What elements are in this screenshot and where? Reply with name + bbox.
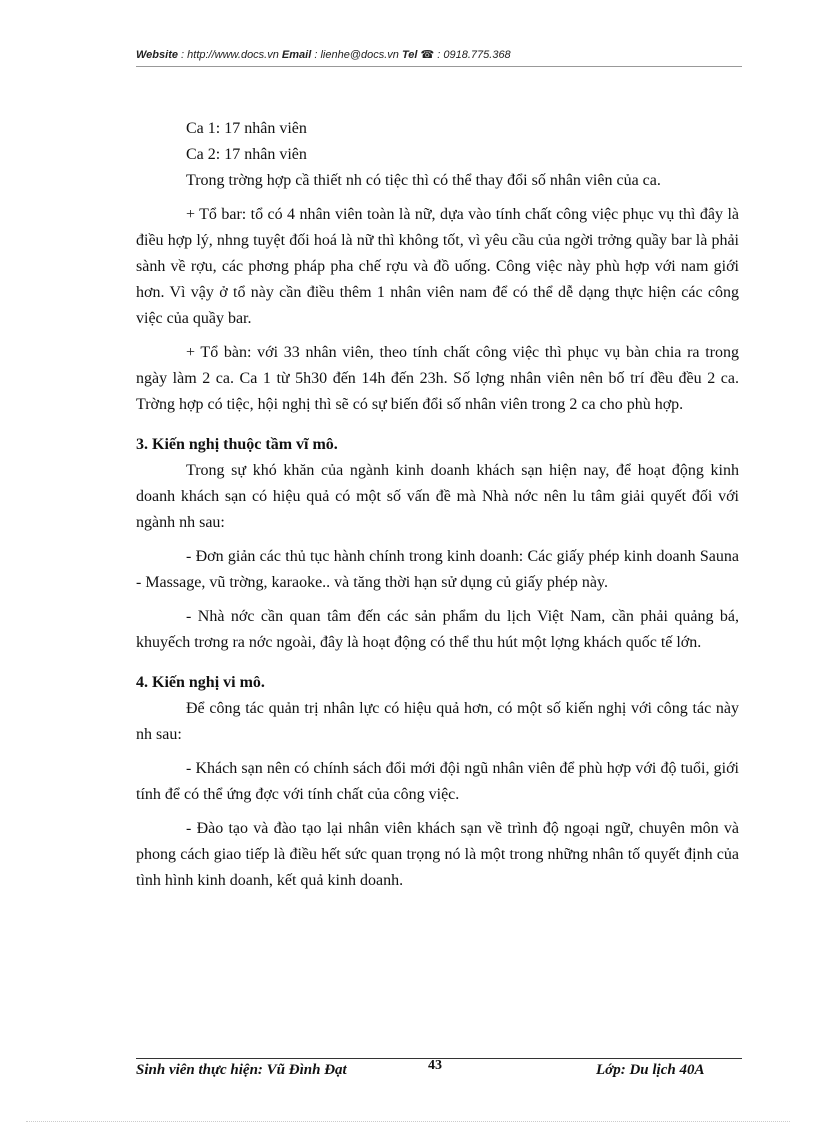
email-value: : lienhe@docs.vn [311, 49, 402, 61]
page-number: 43 [428, 1058, 442, 1073]
page-bottom-border [26, 1121, 790, 1122]
website-label: Website [136, 49, 178, 61]
document-body [136, 116, 739, 894]
header-divider [136, 66, 742, 67]
section-3-intro: Trong sự khó khăn của ngành kinh doanh khách sạn hiện nay, để hoạt động kinh doanh khách sạn có hiệu quả có một số vấn đề mà Nhà nớc nên lu tâm giải quyết đối với ngành nh sau: [136, 462, 739, 531]
tel-value: : 0918.775.368 [434, 49, 511, 61]
section-3-heading: 3. Kiến nghị thuộc tầm vĩ mô. [136, 436, 338, 453]
section-4-item-1: - Khách sạn nên có chính sách đổi mới đội ngũ nhân viên để phù hợp với độ tuổi, giới tính để có thể ứng đợc với tính chất của công việc. [136, 760, 739, 803]
section-3-item-1: - Đơn giản các thủ tục hành chính trong kinh doanh: Các giấy phép kinh doanh Sauna - Massage, vũ trờng, karaoke.. và tăng thời hạn sử dụng củ giấy phép này. [136, 548, 739, 591]
shift-1-line: Ca 1: 17 nhân viên [186, 120, 307, 137]
phone-icon: ☎ [420, 49, 435, 61]
section-4-item-2: - Đào tạo và đào tạo lại nhân viên khách sạn về trình độ ngoại ngữ, chuyên môn và phong cách giao tiếp là điều hết sức quan trọng nó là một trong những nhân tố quyết định của tình hình kinh doanh, kết quả kinh doanh. [136, 820, 739, 889]
paragraph-shift-note: Trong trờng hợp cầ thiết nh có tiệc thì có thể thay đổi số nhân viên của ca. [186, 172, 661, 189]
paragraph-bar-team: + Tổ bar: tổ có 4 nhân viên toàn là nữ, dựa vào tính chất công việc phục vụ thì đây là điều hợp lý, nhng tuyệt đối hoá là nữ thì không tốt, vì yêu cầu của ngời trởng quầy bar là phải sành về rợu, các phơng pháp pha chế rợu và đồ uống. Công việc này phù hợp với nam giới hơn. Vì vậy ở tổ này cần điều thêm 1 nhân viên nam để có thể dễ dạng thực hiện các công việc của quầy bar. [136, 206, 739, 327]
paragraph-table-team: + Tổ bàn: với 33 nhân viên, theo tính chất công việc thì phục vụ bàn chia ra trong ngày làm 2 ca. Ca 1 từ 5h30 đến 14h đến 23h. Số lợng nhân viên nên bố trí đều đều 2 ca. Trờng hợp có tiệc, hội nghị thì sẽ có sự biến đổi số nhân viên trong 2 ca cho phù hợp. [136, 344, 739, 413]
shift-2-line: Ca 2: 17 nhân viên [186, 146, 307, 163]
website-value: : http://www.docs.vn [177, 49, 282, 61]
email-label: Email [281, 49, 312, 61]
section-4-heading: 4. Kiến nghị vi mô. [136, 674, 265, 691]
section-4-intro: Để công tác quản trị nhân lực có hiệu quả hơn, có một số kiến nghị với công tác này nh sau: [136, 700, 739, 743]
section-3-item-2: - Nhà nớc cần quan tâm đến các sản phẩm du lịch Việt Nam, cần phải quảng bá, khuyếch trơng ra nớc ngoài, đây là hoạt động có thể thu hút một lợng khách quốc tế lớn. [136, 608, 739, 651]
footer-class: Lớp: Du lịch 40A [596, 1062, 705, 1078]
tel-label: Tel [401, 49, 418, 61]
footer-author: Sinh viên thực hiện: Vũ Đình Đạt [136, 1062, 347, 1078]
page-header [136, 48, 742, 61]
